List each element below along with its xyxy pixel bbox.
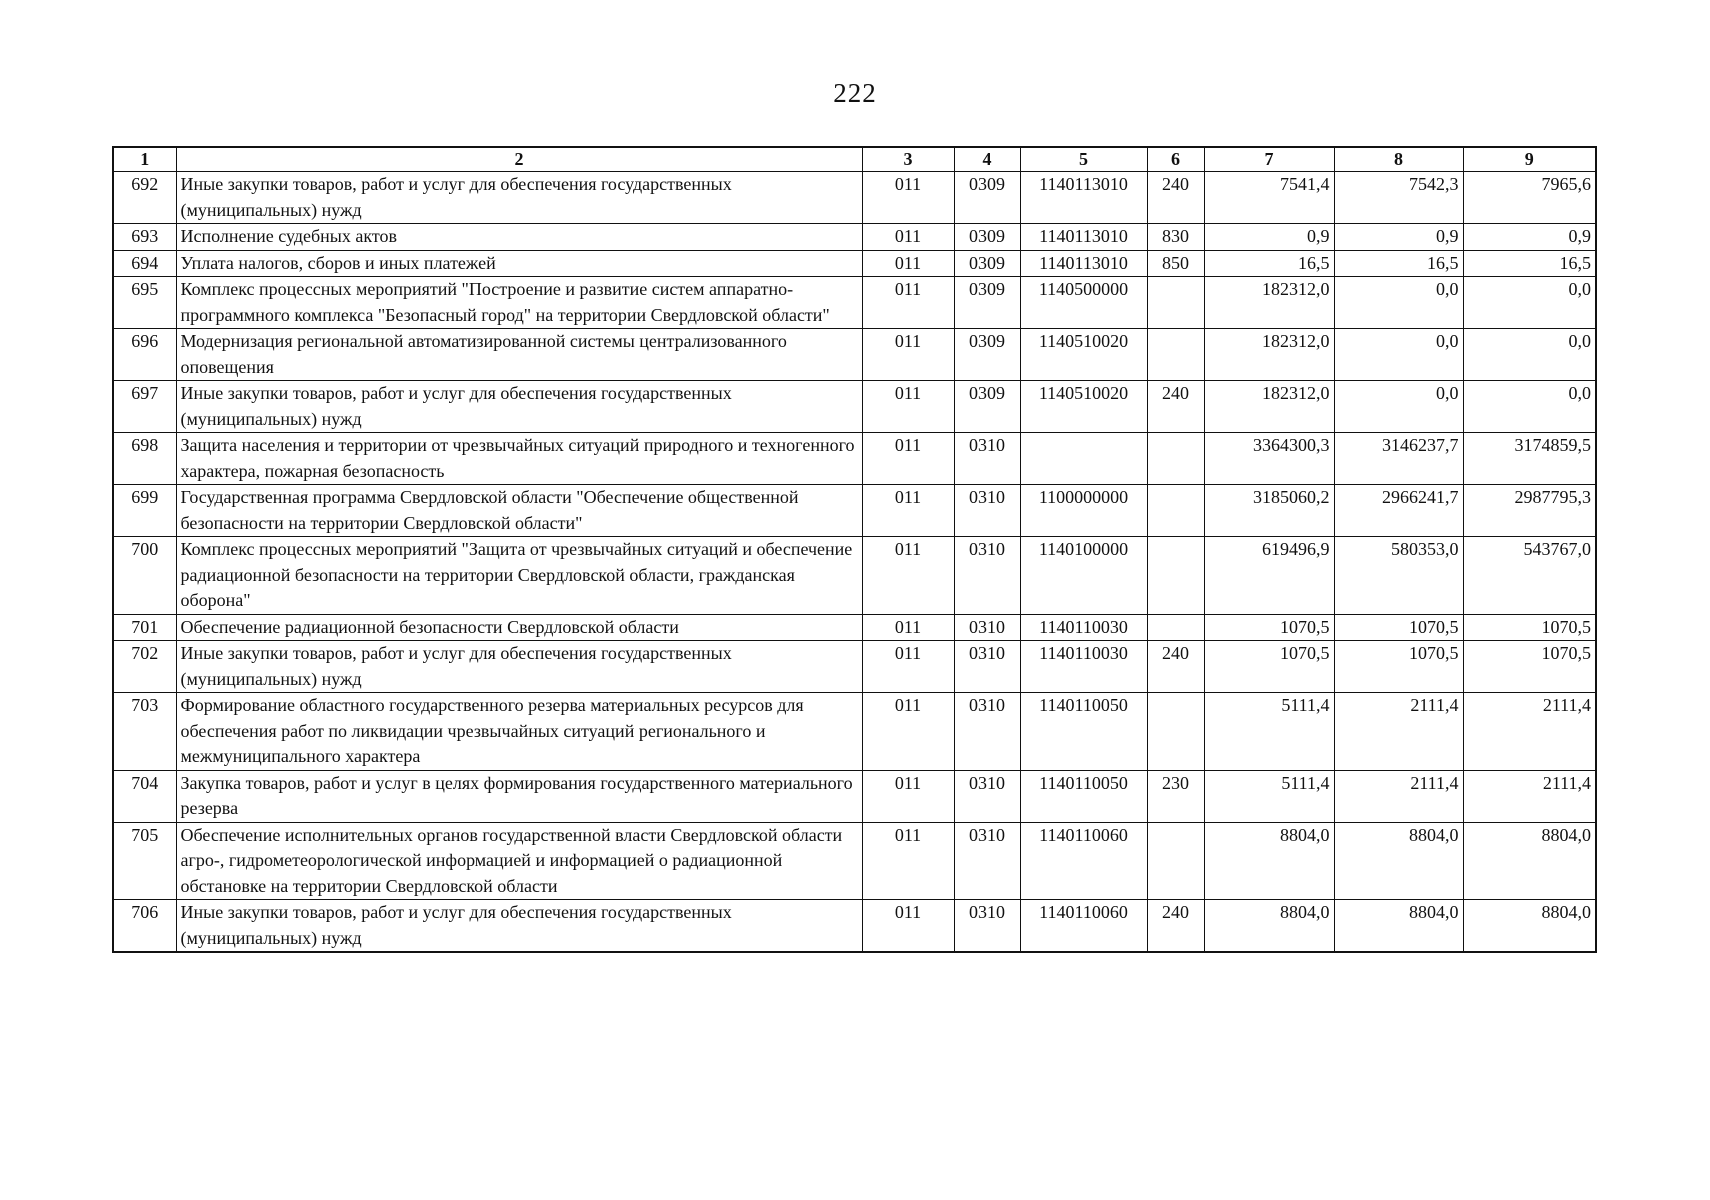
row-number: 705	[113, 822, 176, 900]
row-description: Иные закупки товаров, работ и услуг для обеспечения государственных (муниципальных) нужд	[176, 900, 862, 953]
row-col-9: 1070,5	[1463, 614, 1596, 641]
table-body	[113, 172, 1596, 953]
table-row	[113, 693, 1596, 771]
row-col-7: 8804,0	[1204, 822, 1334, 900]
row-col-8: 0,0	[1334, 329, 1463, 381]
table-row	[113, 172, 1596, 224]
row-col-9: 8804,0	[1463, 900, 1596, 953]
row-col-6: 240	[1147, 381, 1204, 433]
table-row	[113, 641, 1596, 693]
row-col-3: 011	[862, 250, 954, 277]
row-col-5: 1140100000	[1020, 537, 1147, 615]
row-col-8: 580353,0	[1334, 537, 1463, 615]
row-col-9: 1070,5	[1463, 641, 1596, 693]
row-col-4: 0310	[954, 693, 1020, 771]
row-col-4: 0310	[954, 614, 1020, 641]
row-col-7: 7541,4	[1204, 172, 1334, 224]
header-col-1: 1	[113, 147, 176, 172]
table-row	[113, 614, 1596, 641]
row-col-8: 16,5	[1334, 250, 1463, 277]
header-col-4: 4	[954, 147, 1020, 172]
row-description: Формирование областного государственного резерва материальных ресурсов для обеспечения работ по ликвидации чрезвычайных ситуаций регионального и межмуниципального характера	[176, 693, 862, 771]
row-description: Обеспечение исполнительных органов государственной власти Свердловской области агро-, гидрометеорологической информацией и информацией о радиационной обстановке на территории Свердловской области	[176, 822, 862, 900]
row-col-6: 240	[1147, 900, 1204, 953]
row-description: Комплекс процессных мероприятий "Построение и развитие систем аппаратно-программного комплекса "Безопасный город" на территории Свердловской области"	[176, 277, 862, 329]
row-col-4: 0310	[954, 537, 1020, 615]
row-col-9: 16,5	[1463, 250, 1596, 277]
row-number: 706	[113, 900, 176, 953]
table-row	[113, 381, 1596, 433]
row-col-9: 0,0	[1463, 329, 1596, 381]
row-col-7: 182312,0	[1204, 329, 1334, 381]
header-col-6: 6	[1147, 147, 1204, 172]
row-col-4: 0310	[954, 485, 1020, 537]
row-col-5: 1140510020	[1020, 381, 1147, 433]
row-col-5: 1140110060	[1020, 900, 1147, 953]
row-col-4: 0310	[954, 770, 1020, 822]
row-col-8: 7542,3	[1334, 172, 1463, 224]
row-number: 694	[113, 250, 176, 277]
header-col-7: 7	[1204, 147, 1334, 172]
row-col-4: 0309	[954, 250, 1020, 277]
table-row	[113, 433, 1596, 485]
header-col-8: 8	[1334, 147, 1463, 172]
row-description: Комплекс процессных мероприятий "Защита от чрезвычайных ситуаций и обеспечение радиационной безопасности на территории Свердловской области, гражданская оборона"	[176, 537, 862, 615]
row-col-7: 619496,9	[1204, 537, 1334, 615]
row-col-3: 011	[862, 485, 954, 537]
row-col-5: 1140113010	[1020, 250, 1147, 277]
table-header	[113, 147, 1596, 172]
row-col-4: 0309	[954, 381, 1020, 433]
row-col-8: 8804,0	[1334, 900, 1463, 953]
row-col-9: 8804,0	[1463, 822, 1596, 900]
row-col-3: 011	[862, 224, 954, 251]
row-number: 702	[113, 641, 176, 693]
row-col-7: 16,5	[1204, 250, 1334, 277]
row-col-4: 0309	[954, 172, 1020, 224]
row-col-7: 1070,5	[1204, 641, 1334, 693]
row-col-6: 230	[1147, 770, 1204, 822]
row-col-6	[1147, 485, 1204, 537]
row-col-3: 011	[862, 537, 954, 615]
row-col-3: 011	[862, 172, 954, 224]
row-col-8: 0,9	[1334, 224, 1463, 251]
row-col-5: 1140110050	[1020, 770, 1147, 822]
row-col-6: 850	[1147, 250, 1204, 277]
table-row	[113, 537, 1596, 615]
row-col-5: 1140110030	[1020, 614, 1147, 641]
row-col-4: 0310	[954, 641, 1020, 693]
row-col-6: 830	[1147, 224, 1204, 251]
row-number: 692	[113, 172, 176, 224]
row-col-6: 240	[1147, 641, 1204, 693]
row-col-8: 3146237,7	[1334, 433, 1463, 485]
header-col-5: 5	[1020, 147, 1147, 172]
row-col-3: 011	[862, 329, 954, 381]
row-col-3: 011	[862, 900, 954, 953]
page-number: 222	[833, 78, 877, 108]
row-col-3: 011	[862, 693, 954, 771]
row-col-8: 1070,5	[1334, 641, 1463, 693]
row-col-5: 1140500000	[1020, 277, 1147, 329]
row-col-6	[1147, 329, 1204, 381]
header-row	[113, 147, 1596, 172]
row-number: 697	[113, 381, 176, 433]
row-col-3: 011	[862, 614, 954, 641]
table-row	[113, 250, 1596, 277]
row-number: 696	[113, 329, 176, 381]
row-col-5: 1140110030	[1020, 641, 1147, 693]
row-col-8: 2966241,7	[1334, 485, 1463, 537]
row-col-5: 1140110060	[1020, 822, 1147, 900]
row-col-9: 2111,4	[1463, 770, 1596, 822]
row-col-9: 543767,0	[1463, 537, 1596, 615]
row-col-3: 011	[862, 770, 954, 822]
row-col-6	[1147, 693, 1204, 771]
table-row	[113, 224, 1596, 251]
row-col-9: 0,9	[1463, 224, 1596, 251]
row-col-5: 1140113010	[1020, 172, 1147, 224]
row-col-7: 3364300,3	[1204, 433, 1334, 485]
row-number: 704	[113, 770, 176, 822]
table-row	[113, 822, 1596, 900]
row-number: 700	[113, 537, 176, 615]
row-col-7: 182312,0	[1204, 277, 1334, 329]
row-col-7: 8804,0	[1204, 900, 1334, 953]
table-row	[113, 277, 1596, 329]
row-col-9: 2111,4	[1463, 693, 1596, 771]
row-col-3: 011	[862, 277, 954, 329]
row-col-9: 0,0	[1463, 277, 1596, 329]
row-col-5: 1140510020	[1020, 329, 1147, 381]
row-col-6	[1147, 822, 1204, 900]
row-col-9: 2987795,3	[1463, 485, 1596, 537]
header-col-9: 9	[1463, 147, 1596, 172]
row-description: Иные закупки товаров, работ и услуг для обеспечения государственных (муниципальных) нужд	[176, 641, 862, 693]
row-number: 693	[113, 224, 176, 251]
row-description: Обеспечение радиационной безопасности Свердловской области	[176, 614, 862, 641]
row-col-5: 1140110050	[1020, 693, 1147, 771]
row-col-8: 0,0	[1334, 381, 1463, 433]
row-col-9: 3174859,5	[1463, 433, 1596, 485]
table-row	[113, 485, 1596, 537]
row-col-4: 0309	[954, 329, 1020, 381]
row-col-9: 7965,6	[1463, 172, 1596, 224]
row-col-3: 011	[862, 381, 954, 433]
row-col-7: 5111,4	[1204, 770, 1334, 822]
row-number: 699	[113, 485, 176, 537]
row-description: Иные закупки товаров, работ и услуг для обеспечения государственных (муниципальных) нужд	[176, 172, 862, 224]
row-col-4: 0309	[954, 224, 1020, 251]
row-col-8: 1070,5	[1334, 614, 1463, 641]
row-number: 703	[113, 693, 176, 771]
row-col-8: 2111,4	[1334, 693, 1463, 771]
row-col-4: 0310	[954, 822, 1020, 900]
row-col-8: 2111,4	[1334, 770, 1463, 822]
row-col-6	[1147, 537, 1204, 615]
row-col-3: 011	[862, 641, 954, 693]
row-description: Модернизация региональной автоматизированной системы централизованного оповещения	[176, 329, 862, 381]
row-col-9: 0,0	[1463, 381, 1596, 433]
row-col-7: 0,9	[1204, 224, 1334, 251]
row-col-7: 3185060,2	[1204, 485, 1334, 537]
table-row	[113, 329, 1596, 381]
row-description: Иные закупки товаров, работ и услуг для обеспечения государственных (муниципальных) нужд	[176, 381, 862, 433]
row-col-6	[1147, 614, 1204, 641]
row-description: Закупка товаров, работ и услуг в целях формирования государственного материального резерва	[176, 770, 862, 822]
row-description: Защита населения и территории от чрезвычайных ситуаций природного и техногенного характера, пожарная безопасность	[176, 433, 862, 485]
row-col-4: 0309	[954, 277, 1020, 329]
row-description: Уплата налогов, сборов и иных платежей	[176, 250, 862, 277]
row-col-3: 011	[862, 433, 954, 485]
row-col-5: 1100000000	[1020, 485, 1147, 537]
row-col-4: 0310	[954, 433, 1020, 485]
header-col-3: 3	[862, 147, 954, 172]
table-row	[113, 900, 1596, 953]
row-col-6	[1147, 433, 1204, 485]
table-row	[113, 770, 1596, 822]
row-number: 695	[113, 277, 176, 329]
row-col-6: 240	[1147, 172, 1204, 224]
budget-table	[112, 146, 1597, 953]
row-col-3: 011	[862, 822, 954, 900]
row-description: Исполнение судебных актов	[176, 224, 862, 251]
row-col-5: 1140113010	[1020, 224, 1147, 251]
row-number: 701	[113, 614, 176, 641]
row-col-8: 0,0	[1334, 277, 1463, 329]
row-col-6	[1147, 277, 1204, 329]
row-col-8: 8804,0	[1334, 822, 1463, 900]
row-col-4: 0310	[954, 900, 1020, 953]
row-col-7: 182312,0	[1204, 381, 1334, 433]
row-col-7: 5111,4	[1204, 693, 1334, 771]
row-col-7: 1070,5	[1204, 614, 1334, 641]
row-description: Государственная программа Свердловской области "Обеспечение общественной безопасности на территории Свердловской области"	[176, 485, 862, 537]
row-number: 698	[113, 433, 176, 485]
header-col-2: 2	[176, 147, 862, 172]
row-col-5	[1020, 433, 1147, 485]
